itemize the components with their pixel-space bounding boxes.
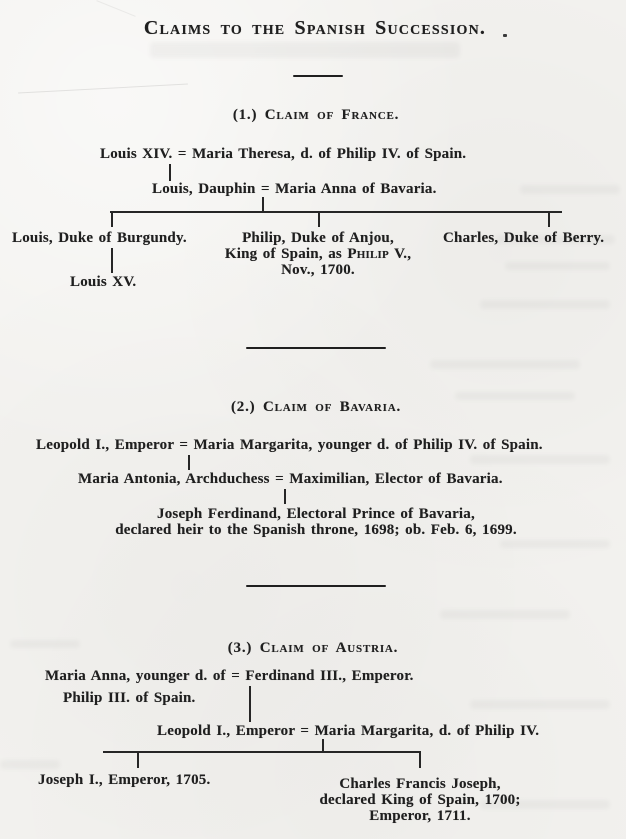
genealogy-connector-tick bbox=[111, 211, 113, 227]
tree-node-charles-francis bbox=[319, 776, 520, 824]
tree-node-maria-anna-marriage-line1: Maria Anna, younger d. of = Ferdinand III., Emperor. bbox=[45, 668, 414, 684]
bleedthrough-artifact bbox=[0, 760, 60, 769]
bleedthrough-artifact bbox=[520, 185, 620, 194]
genealogy-connector-tick bbox=[548, 211, 550, 227]
genealogy-connector-vertical bbox=[188, 455, 190, 470]
joseph-ferdinand-line1: Joseph Ferdinand, Electoral Prince of Bavaria, bbox=[157, 506, 475, 522]
tree-node-dauphin-marriage: Louis, Dauphin = Maria Anna of Bavaria. bbox=[152, 181, 437, 197]
genealogy-connector-tick bbox=[137, 751, 139, 768]
page-title: Claims to the Spanish Succession. bbox=[143, 17, 487, 39]
tree-node-maria-anna-marriage-line2: Philip III. of Spain. bbox=[63, 690, 196, 706]
section-heading-austria: (3.) Claim of Austria. bbox=[227, 640, 399, 656]
tree-node-joseph-ferdinand bbox=[115, 506, 517, 538]
bleedthrough-artifact bbox=[430, 360, 580, 369]
section-heading-france: (1.) Claim of France. bbox=[232, 107, 400, 123]
bleedthrough-artifact bbox=[440, 610, 570, 619]
genealogy-connector-vertical bbox=[249, 686, 251, 722]
tree-node-louis-xiv-marriage: Louis XIV. = Maria Theresa, d. of Philip IV. of Spain. bbox=[100, 146, 467, 162]
charles-line3: Emperor, 1711. bbox=[369, 808, 471, 824]
tree-node-joseph-i: Joseph I., Emperor, 1705. bbox=[38, 772, 211, 788]
anjou-line1: Philip, Duke of Anjou, bbox=[242, 230, 394, 246]
tree-node-leopold-marriage: Leopold I., Emperor = Maria Margarita, younger d. of Philip IV. of Spain. bbox=[36, 437, 543, 453]
tree-node-burgundy: Louis, Duke of Burgundy. bbox=[12, 230, 187, 246]
joseph-ferdinand-line2: declared heir to the Spanish throne, 1698; ob. Feb. 6, 1699. bbox=[115, 522, 517, 538]
genealogy-connector-horizontal bbox=[110, 211, 562, 213]
charles-line1: Charles Francis Joseph, bbox=[339, 776, 501, 792]
tree-node-berry: Charles, Duke of Berry. bbox=[443, 230, 605, 246]
genealogy-connector-vertical bbox=[169, 164, 171, 181]
genealogy-connector-vertical bbox=[111, 248, 113, 273]
anjou-line2: King of Spain, as Philip V., bbox=[224, 246, 412, 262]
title-divider-rule bbox=[293, 75, 343, 77]
tree-node-anjou bbox=[225, 230, 411, 278]
bleedthrough-artifact bbox=[505, 262, 610, 270]
charles-line2: declared King of Spain, 1700; bbox=[319, 792, 521, 808]
genealogy-connector-tick bbox=[419, 751, 421, 768]
genealogy-connector-vertical bbox=[322, 739, 324, 751]
paper-crease bbox=[18, 84, 188, 94]
bleedthrough-artifact bbox=[500, 540, 610, 548]
section-divider-rule bbox=[246, 585, 386, 587]
bleedthrough-artifact bbox=[10, 640, 80, 648]
anjou-line3: Nov., 1700. bbox=[281, 262, 355, 278]
genealogy-connector-vertical bbox=[262, 197, 264, 211]
paper-crease bbox=[96, 0, 135, 17]
tree-node-leopold-margarita-marriage: Leopold I., Emperor = Maria Margarita, d. of Philip IV. bbox=[157, 723, 540, 739]
genealogy-connector-horizontal bbox=[103, 751, 421, 753]
bleedthrough-artifact bbox=[470, 700, 610, 709]
bleedthrough-artifact bbox=[150, 42, 460, 58]
tree-node-louis-xv: Louis XV. bbox=[70, 274, 137, 290]
bleedthrough-artifact bbox=[480, 300, 610, 309]
genealogy-connector-vertical bbox=[284, 489, 286, 504]
genealogy-connector-tick bbox=[318, 211, 320, 227]
bleedthrough-artifact bbox=[470, 455, 610, 464]
tree-node-maria-antonia-marriage: Maria Antonia, Archduchess = Maximilian, Elector of Bavaria. bbox=[78, 471, 503, 487]
bleedthrough-artifact bbox=[455, 392, 575, 400]
ink-speck bbox=[503, 34, 507, 37]
section-heading-bavaria: (2.) Claim of Bavaria. bbox=[230, 399, 402, 415]
section-divider-rule bbox=[246, 347, 386, 349]
